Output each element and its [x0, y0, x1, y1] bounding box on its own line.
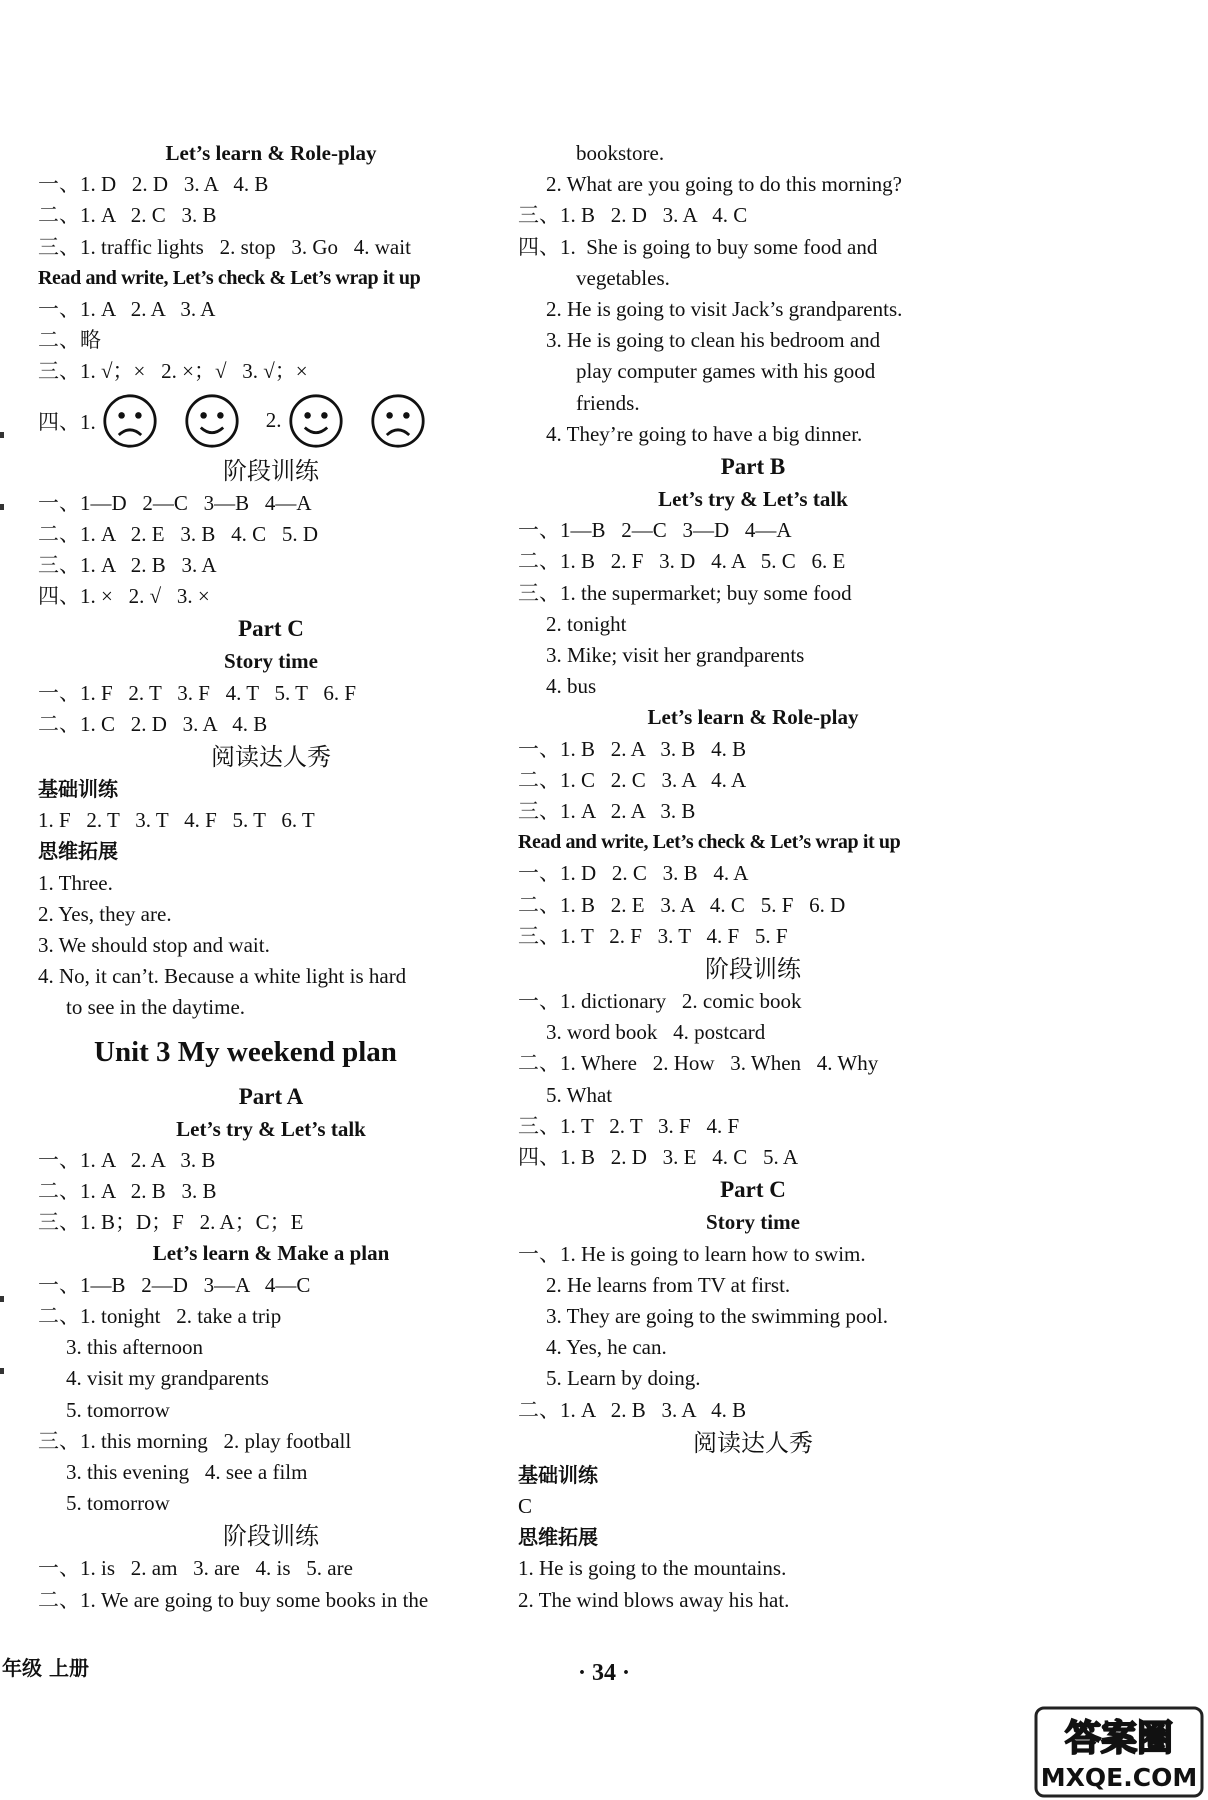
answer-line: 三、1. B 2. D 3. A 4. C — [518, 203, 748, 228]
answer-line: 三、1. traffic lights 2. stop 3. Go 4. wait — [38, 234, 411, 259]
answer-line: 一、1. F 2. T 3. F 4. T 5. T 6. F — [38, 680, 356, 705]
watermark-line1: 答案圈 — [1064, 1718, 1174, 1759]
section-heading: Read and write, Let’s check & Let’s wrap it up — [518, 831, 901, 854]
section-heading: 阅读达人秀 — [211, 743, 331, 772]
answer-line: 二、1. tonight 2. take a trip — [38, 1303, 282, 1328]
answer-line: 1. Three. — [38, 870, 113, 895]
answer-line: 3. word book 4. postcard — [546, 1020, 766, 1045]
answer-line: 3. He is going to clean his bedroom and — [546, 328, 881, 353]
answer-line: 二、1. A 2. C 3. B — [38, 203, 217, 228]
section-heading: Let’s try & Let’s talk — [658, 487, 848, 512]
happy-face-icon — [288, 393, 344, 449]
section-heading: Story time — [706, 1210, 800, 1235]
section-heading: Part A — [238, 1083, 304, 1109]
answer-line: 一、1. He is going to learn how to swim. — [518, 1241, 866, 1266]
answer-line: 三、1. A 2. A 3. B — [518, 799, 696, 824]
answer-line: 三、1. the supermarket; buy some food — [518, 580, 852, 605]
answer-line: vegetables. — [576, 265, 670, 290]
answer-line: 三、1. T 2. F 3. T 4. F 5. F — [518, 923, 788, 948]
answer-line: 4. No, it can’t. Because a white light is hard — [38, 964, 407, 989]
watermark-line2: MXQE.COM — [1040, 1763, 1198, 1792]
answer-line: 3. They are going to the swimming pool. — [546, 1303, 888, 1328]
section-heading: 阶段训练 — [705, 955, 801, 984]
section-heading: Story time — [224, 649, 318, 674]
footer-grade: 年级 上册 — [2, 1656, 89, 1680]
section-heading: 基础训练 — [518, 1462, 598, 1487]
edge-mark — [0, 1368, 4, 1374]
section-heading: 阶段训练 — [223, 1522, 319, 1551]
answer-line: 4. They’re going to have a big dinner. — [546, 421, 863, 446]
section-heading: Read and write, Let’s check & Let’s wrap it up — [38, 266, 421, 289]
answer-line: 三、1. B；D；F 2. A；C；E — [38, 1210, 304, 1235]
answer-line: 1. He is going to the mountains. — [518, 1556, 787, 1581]
faces-answer-row — [38, 388, 504, 454]
answer-line: 2. tonight — [546, 611, 627, 636]
section-heading: Let’s try & Let’s talk — [176, 1116, 366, 1141]
answer-line: 3. Mike; visit her grandparents — [546, 643, 805, 668]
watermark-logo — [1030, 1700, 1208, 1800]
section-heading: Let’s learn & Role-play — [165, 141, 377, 165]
answer-line: 一、1. B 2. A 3. B 4. B — [518, 736, 747, 761]
answer-line: 三、1. A 2. B 3. A — [38, 553, 217, 578]
answer-line: to see in the daytime. — [66, 995, 246, 1020]
answer-line: 3. We should stop and wait. — [38, 933, 270, 958]
answer-line: 4. Yes, he can. — [546, 1335, 667, 1360]
answer-line: 3. this evening 4. see a film — [66, 1459, 308, 1484]
answer-line: 2. What are you going to do this morning? — [546, 172, 902, 197]
answer-line: 2. Yes, they are. — [38, 901, 172, 926]
answer-line: 2. He is going to visit Jack’s grandparents. — [546, 297, 903, 322]
answer-line: 5. tomorrow — [66, 1491, 170, 1516]
answer-line: 一、1—B 2—C 3—D 4—A — [518, 518, 792, 543]
answer-line: 5. What — [546, 1082, 613, 1107]
answer-line: 二、1. A 2. B 3. B — [38, 1179, 217, 1204]
edge-mark — [0, 432, 4, 438]
right-column — [518, 138, 988, 1616]
answer-line: 2. The wind blows away his hat. — [518, 1587, 790, 1612]
answer-line: 一、1—B 2—D 3—A 4—C — [38, 1272, 311, 1297]
answer-line: 二、1. A 2. E 3. B 4. C 5. D — [38, 521, 319, 546]
answer-line: 一、1. dictionary 2. comic book — [518, 989, 802, 1014]
answer-line: 5. Learn by doing. — [546, 1366, 701, 1391]
section-heading: 思维拓展 — [38, 839, 118, 864]
answer-line: 三、1. this morning 2. play football — [38, 1428, 352, 1453]
answer-line: 一、1. is 2. am 3. are 4. is 5. are — [38, 1556, 353, 1581]
answer-line: 2. He learns from TV at first. — [546, 1272, 791, 1297]
section-heading: Part C — [720, 1177, 786, 1203]
answer-line: 1. F 2. T 3. T 4. F 5. T 6. T — [38, 808, 315, 833]
answer-line: friends. — [576, 390, 640, 415]
answer-line: 二、1. C 2. D 3. A 4. B — [38, 711, 268, 736]
answer-line: 二、1. We are going to buy some books in the — [38, 1587, 429, 1612]
section-heading: Part B — [720, 454, 786, 480]
sad-face-icon — [370, 393, 426, 449]
happy-face-icon — [184, 393, 240, 449]
answer-line: bookstore. — [576, 141, 665, 165]
answer-line: 三、1. T 2. T 3. F 4. F — [518, 1113, 740, 1138]
edge-mark — [0, 504, 4, 510]
section-heading: Let’s learn & Role-play — [647, 705, 859, 730]
answer-line: 三、1. √；× 2. ×；√ 3. √；× — [38, 359, 308, 384]
answer-line: 二、1. B 2. F 3. D 4. A 5. C 6. E — [518, 549, 846, 574]
section-heading: 思维拓展 — [518, 1525, 598, 1550]
answer-line: 一、1. A 2. A 3. B — [38, 1147, 216, 1172]
answer-line: 二、1. C 2. C 3. A 4. A — [518, 767, 747, 792]
answer-line: 二、略 — [38, 328, 101, 353]
answer-line: 一、1. D 2. D 3. A 4. B — [38, 172, 269, 197]
answer-line: C — [518, 1493, 533, 1518]
edge-mark — [0, 1296, 4, 1302]
answer-line: 4. visit my grandparents — [66, 1366, 269, 1391]
answer-number: 2. — [265, 408, 282, 433]
answer-line: play computer games with his good — [576, 359, 876, 384]
answer-line: 二、1. B 2. E 3. A 4. C 5. F 6. D — [518, 892, 846, 917]
answer-line: 4. bus — [546, 674, 597, 699]
answer-number: 四、1. — [38, 409, 96, 434]
page-number: · 34 · — [577, 1660, 630, 1686]
section-heading: 阶段训练 — [223, 456, 319, 485]
answer-line: 一、1—D 2—C 3—B 4—A — [38, 490, 312, 515]
section-heading: Part C — [238, 616, 304, 642]
section-heading: Let’s learn & Make a plan — [152, 1241, 390, 1266]
answer-line: 四、1. B 2. D 3. E 4. C 5. A — [518, 1145, 799, 1170]
answer-line: 四、1. She is going to buy some food and — [518, 234, 878, 259]
answer-line: 一、1. A 2. A 3. A — [38, 297, 216, 322]
left-column — [38, 138, 504, 1616]
answer-line: 5. tomorrow — [66, 1397, 170, 1422]
section-heading: 阅读达人秀 — [693, 1428, 813, 1457]
answer-line: 二、1. A 2. B 3. A 4. B — [518, 1397, 747, 1422]
section-heading: 基础训练 — [38, 777, 118, 802]
unit-title: Unit 3 My weekend plan — [94, 1035, 397, 1068]
answer-line: 二、1. Where 2. How 3. When 4. Why — [518, 1051, 879, 1076]
answer-line: 四、1. × 2. √ 3. × — [38, 584, 210, 609]
answer-line: 3. this afternoon — [66, 1335, 204, 1360]
sad-face-icon — [102, 393, 158, 449]
answer-line: 一、1. D 2. C 3. B 4. A — [518, 861, 749, 886]
